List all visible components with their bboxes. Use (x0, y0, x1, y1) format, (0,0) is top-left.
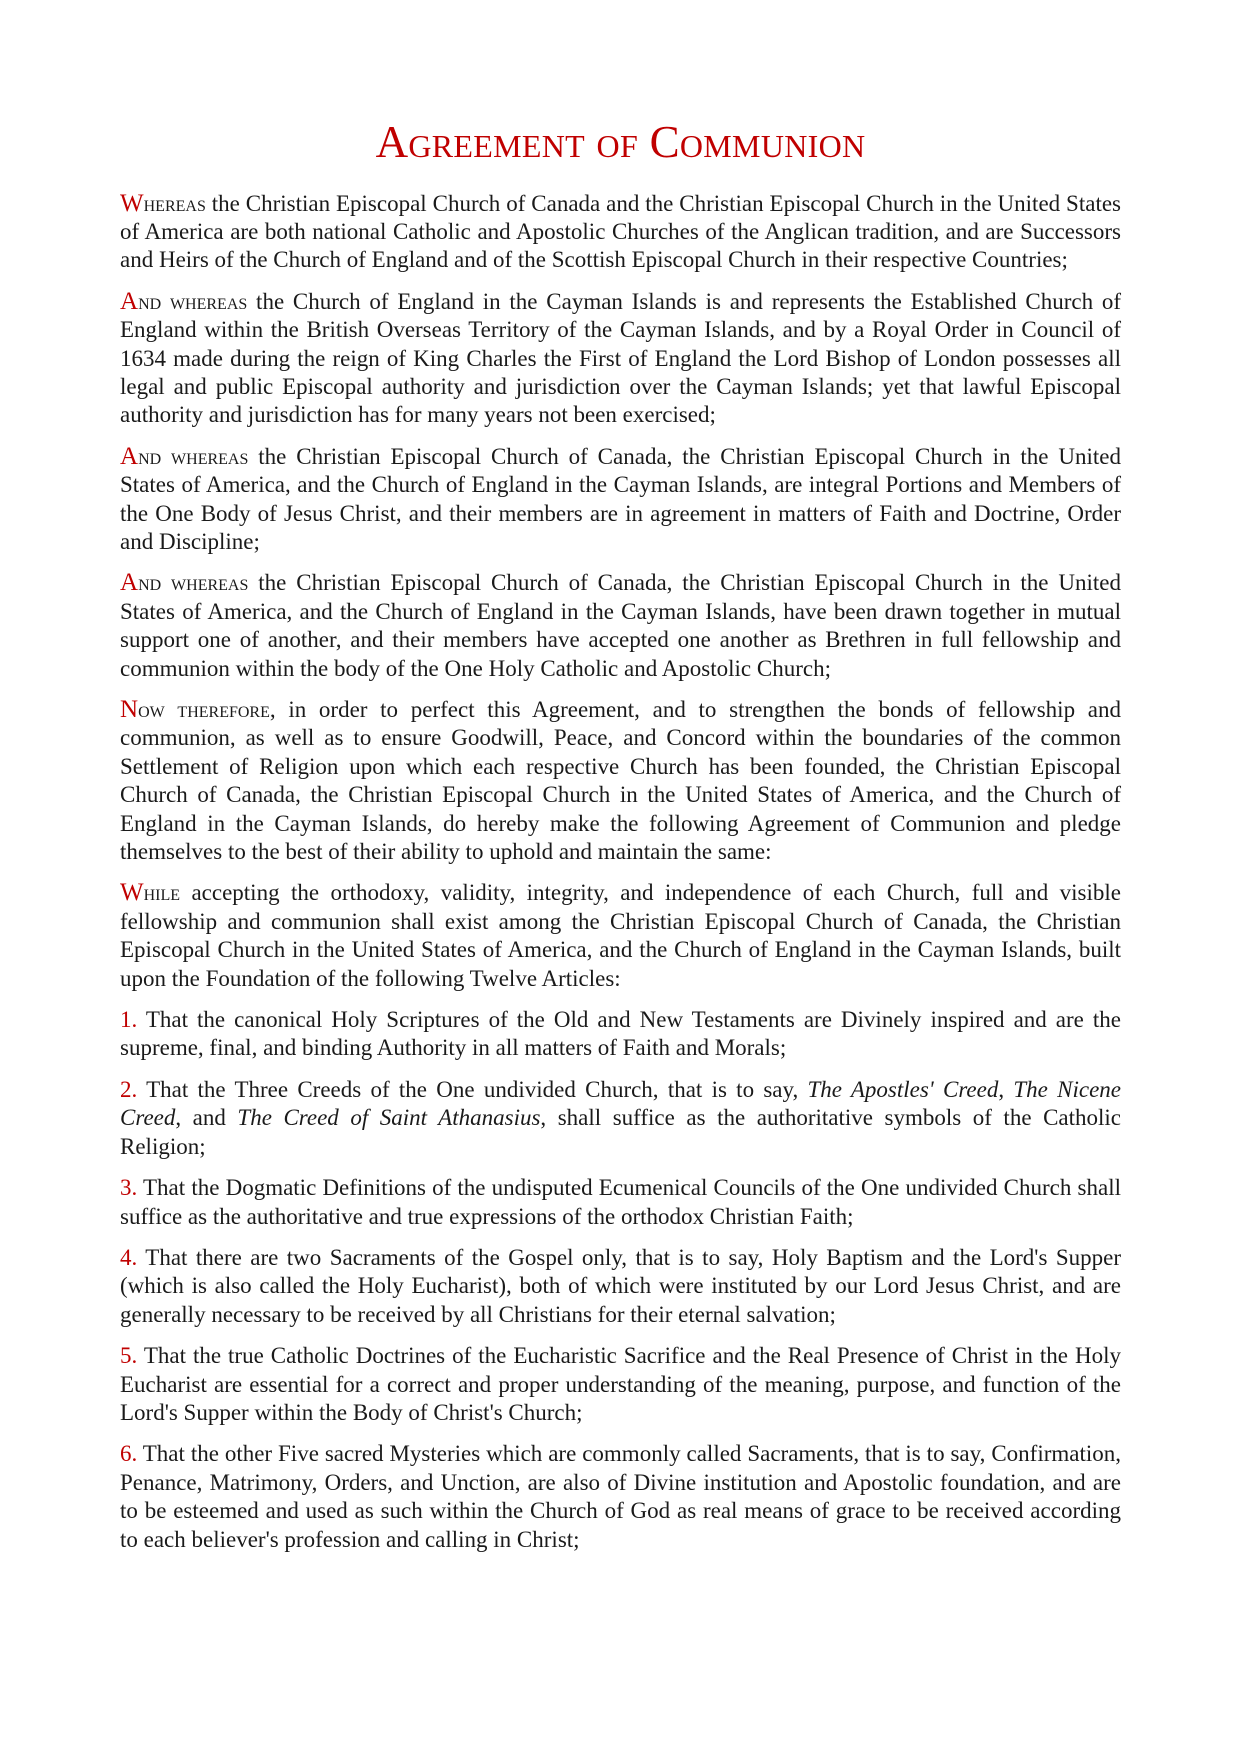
article-number: 1. (120, 1007, 138, 1033)
recital-while (120, 879, 1121, 993)
lead-words (120, 444, 248, 469)
article-1 (120, 1006, 1121, 1063)
recital-text: the Church of England in the Cayman Islands is and represents the Established Church of England within the British Overseas Territory of the Cayman Islands, and by a Royal Order in Council of 1634 made during the reign of King Charles the First of England the Lord Bishop of London possesses all legal and public Episcopal authority and jurisdiction over the Cayman Islands; yet that lawful Episcopal authority and jurisdiction has for many years not been exercised; (120, 288, 1122, 428)
article-6 (120, 1440, 1121, 1554)
article-text: That the Three Creeds of the One undivided Church, that is to say, (137, 1076, 808, 1102)
article-4 (120, 1244, 1121, 1329)
lead-words (120, 191, 206, 216)
lead-initial: A (120, 442, 139, 470)
lead-initial: W (120, 189, 144, 217)
article-number: 5. (120, 1343, 138, 1369)
lead-rest: nd whereas (138, 443, 249, 469)
recital-text: the Christian Episcopal Church of Canada, the Christian Episcopal Church in the United States of America, and the Church of England in the Cayman Islands, are integral Portions and Members of the One Body of Jesus Christ, and their members are in agreement in matters of Faith and Doctrine, Order and Discipline; (120, 443, 1121, 554)
lead-rest: ow therefore (138, 697, 270, 722)
lead-initial: A (120, 287, 139, 315)
lead-words (120, 289, 247, 314)
lead-rest: hile (143, 880, 181, 906)
lead-initial: N (120, 696, 139, 723)
recital-now-therefore (120, 696, 1121, 866)
article-2 (120, 1076, 1121, 1161)
article-text: That the other Five sacred Mysteries which are commonly called Sacraments, that is to say, Confirmation, Penance, Matrimony, Orders, and Unction, are also of Divine institution and Apostolic foundation, and are to be esteemed and used as such within the Church of God as real means of grace to be received according to each believer's profession and calling in Christ; (120, 1441, 1121, 1552)
article-number: 2. (120, 1076, 138, 1102)
article-text: That the true Catholic Doctrines of the Eucharistic Sacrifice and the Real Presence of Christ in the Holy Eucharist are essential for a correct and proper understanding of the meaning, purpose, and function of the Lord's Supper within the Body of Christ's Church; (120, 1343, 1121, 1425)
recital-whereas (120, 190, 1121, 275)
article-text: , and (175, 1105, 238, 1131)
recital-text: the Christian Episcopal Church of Canada and the Christian Episcopal Church in the United States of America are both national Catholic and Apostolic Churches of the Anglican tradition, and are Successors and Heirs of the Church of England and of the Scottish Episcopal Church in their respective Countries; (120, 190, 1121, 273)
article-3 (120, 1174, 1121, 1231)
recital-and-whereas-1 (120, 288, 1121, 430)
creed-title-nicene: The Nicene Creed (120, 1076, 1121, 1131)
lead-rest: nd whereas (138, 570, 249, 596)
recital-text: , in order to perfect this Agreement, and to strengthen the bonds of fellowship and communion, as well as to ensure Goodwill, Peace, and Concord within the boundaries of the common Settlement of Religion upon which each respective Church has been founded, the Christian Episcopal Church of Canada, the Christian Episcopal Church in the United States of America, and the Church of England in the Cayman Islands, do hereby make the following Agreement of Communion and pledge themselves to the best of their ability to uphold and maintain the same: (120, 697, 1121, 865)
article-text: , (998, 1076, 1014, 1102)
document-title: Agreement of Communion (375, 117, 866, 167)
recital-text: accepting the orthodoxy, validity, integrity, and independence of each Church, full and visible fellowship and communion shall exist among the Christian Episcopal Church of Canada, the Christian Episcopal Church in the United States of America, and the Church of England in the Cayman Islands, built upon the Foundation of the following Twelve Articles: (120, 880, 1121, 991)
article-text: That the Dogmatic Definitions of the undisputed Ecumenical Councils of the One undivided Church shall suffice as the authoritative and true expressions of the orthodox Christian Faith; (120, 1175, 1121, 1229)
lead-rest: nd whereas (138, 288, 248, 314)
recital-and-whereas-3 (120, 569, 1121, 683)
recital-text: the Christian Episcopal Church of Canada, the Christian Episcopal Church in the United States of America, and the Church of England in the Cayman Islands, have been drawn together in mutual support one of another, and their members have accepted one another as Brethren in full fellowship and communion within the body of the One Holy Catholic and Apostolic Church; (120, 570, 1121, 681)
lead-initial: W (120, 879, 144, 907)
lead-words (120, 880, 180, 905)
article-number: 6. (120, 1441, 138, 1467)
recital-and-whereas-2 (120, 443, 1121, 557)
lead-words (120, 697, 270, 722)
article-5 (120, 1342, 1121, 1427)
article-text: , shall suffice as the authoritative symbols of the Catholic Religion; (120, 1105, 1121, 1159)
article-text: That there are two Sacraments of the Gospel only, that is to say, Holy Baptism and the Lord's Supper (which is also called the Holy Eucharist), both of which were instituted by our Lord Jesus Christ, and are generally necessary to be received by all Christians for their eternal salvation; (120, 1244, 1121, 1327)
lead-initial: A (120, 569, 139, 597)
lead-rest: hereas (143, 190, 206, 216)
creed-title-athanasius: The Creed of Saint Athanasius (237, 1105, 541, 1131)
article-number: 3. (120, 1175, 138, 1201)
lead-words (120, 570, 248, 595)
creed-title-apostles: The Apostles' Creed (807, 1076, 999, 1102)
article-text: That the canonical Holy Scriptures of the Old and New Testaments are Divinely inspired and are the supreme, final, and binding Authority in all matters of Faith and Morals; (120, 1007, 1121, 1061)
article-number: 4. (120, 1244, 138, 1270)
